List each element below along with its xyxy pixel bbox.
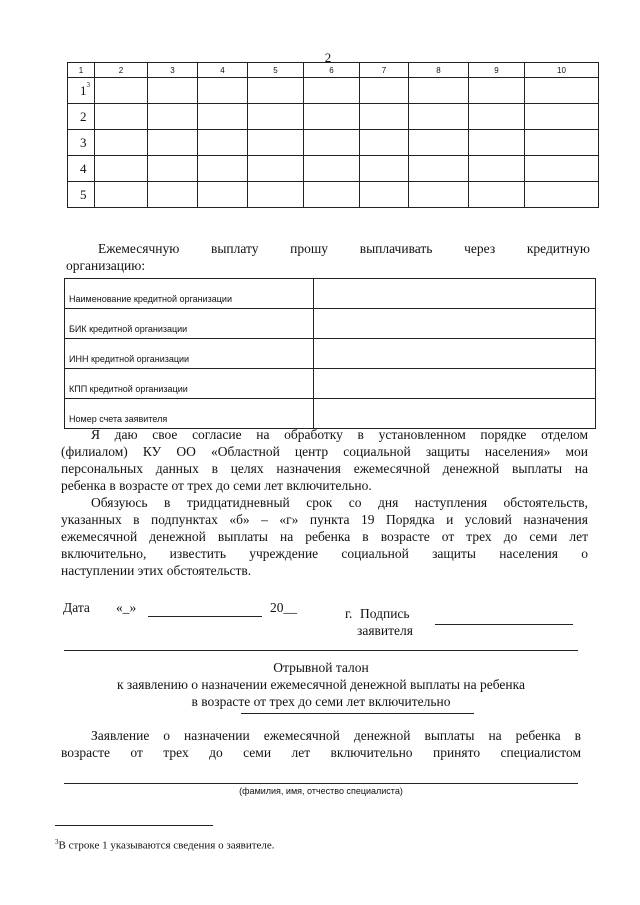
consent-line: Я даю свое согласие на обработку в установленном порядке отделом — [91, 427, 588, 442]
footnote — [55, 838, 275, 852]
obligation-line: наступлении этих обстоятельств. — [61, 563, 252, 578]
table-cell[interactable] — [95, 182, 148, 208]
column-header: 9 — [469, 63, 525, 78]
row-number: 5 — [68, 182, 95, 208]
column-header: 1 — [68, 63, 95, 78]
date-label: Дата — [63, 600, 90, 615]
table-row — [65, 369, 596, 399]
table-cell[interactable] — [248, 130, 304, 156]
table-cell[interactable] — [360, 78, 409, 104]
table-cell[interactable] — [148, 182, 198, 208]
table-cell[interactable] — [198, 104, 248, 130]
column-header: 5 — [248, 63, 304, 78]
table-cell[interactable] — [198, 78, 248, 104]
table-cell[interactable] — [304, 104, 360, 130]
column-header: 6 — [304, 63, 360, 78]
table-cell[interactable] — [409, 156, 469, 182]
specialist-name-line[interactable] — [64, 783, 578, 784]
table-cell[interactable] — [95, 156, 148, 182]
table-cell[interactable] — [469, 156, 525, 182]
subtitle-underline — [241, 713, 474, 714]
bank-row-label: ИНН кредитной организации — [65, 339, 314, 369]
footnote-text: В строке 1 указываются сведения о заявителе. — [58, 839, 275, 852]
bank-details-table — [64, 278, 596, 429]
bank-row-label: Наименование кредитной организации — [65, 279, 314, 309]
footnote-separator — [55, 825, 213, 826]
table-cell[interactable] — [469, 104, 525, 130]
payment-request-line: Ежемесячную выплату прошу выплачивать через кредитную — [98, 241, 590, 256]
signature-line[interactable] — [435, 624, 573, 625]
tear-off-subtitle: к заявлению о назначении ежемесячной денежной выплаты на ребенка — [116, 677, 525, 692]
cut-line — [64, 650, 578, 651]
table-cell[interactable] — [198, 182, 248, 208]
table-cell[interactable] — [360, 156, 409, 182]
table-cell[interactable] — [248, 182, 304, 208]
kpp-field[interactable] — [314, 369, 596, 399]
table-row — [68, 156, 599, 182]
table-cell[interactable] — [360, 104, 409, 130]
table-row — [65, 339, 596, 369]
column-header: 3 — [148, 63, 198, 78]
table-header-row — [68, 63, 599, 78]
page-number: 2 — [324, 50, 332, 65]
specialist-caption: (фамилия, имя, отчество специалиста) — [239, 786, 403, 796]
day-blank: «_» — [116, 600, 137, 615]
table-cell[interactable] — [95, 78, 148, 104]
table-cell[interactable] — [469, 78, 525, 104]
tear-off-body-line: возрасте от трех до семи лет включительно принято специалистом — [61, 745, 581, 760]
obligation-line: указанных в подпунктах «б» – «г» пункта 19 Порядка и условий назначения — [61, 512, 588, 527]
table-cell[interactable] — [148, 130, 198, 156]
account-number-field[interactable] — [314, 399, 596, 429]
table-cell[interactable] — [148, 78, 198, 104]
table-cell[interactable] — [248, 156, 304, 182]
applicant-label: заявителя — [357, 623, 413, 638]
table-cell[interactable] — [304, 78, 360, 104]
table-row — [68, 130, 599, 156]
row-number: 2 — [68, 104, 95, 130]
table-cell[interactable] — [525, 182, 599, 208]
table-cell[interactable] — [525, 156, 599, 182]
tear-off-body-line: Заявление о назначении ежемесячной денежной выплаты на ребенка в — [91, 728, 581, 743]
consent-line: (филиалом) КУ ОО «Областной центр социальной защиты населения» мои — [61, 444, 588, 459]
column-header: 10 — [525, 63, 599, 78]
bik-field[interactable] — [314, 309, 596, 339]
table-cell[interactable] — [95, 104, 148, 130]
table-cell[interactable] — [304, 130, 360, 156]
tear-off-title: Отрывной талон — [273, 660, 369, 675]
bank-row-label: КПП кредитной организации — [65, 369, 314, 399]
year-prefix: 20__ — [270, 600, 297, 615]
tear-off-subtitle: в возрасте от трех до семи лет включительно — [191, 694, 451, 709]
table-row — [65, 309, 596, 339]
table-cell[interactable] — [148, 156, 198, 182]
table-row — [65, 399, 596, 429]
bank-row-label: БИК кредитной организации — [65, 309, 314, 339]
table-cell[interactable] — [525, 104, 599, 130]
payment-request-line: организацию: — [66, 258, 146, 273]
table-cell[interactable] — [248, 78, 304, 104]
table-cell[interactable] — [198, 130, 248, 156]
table-row — [68, 78, 599, 104]
obligation-line: включительно, известить учреждение социальной защиты населения о — [61, 546, 588, 561]
bank-name-field[interactable] — [314, 279, 596, 309]
table-cell[interactable] — [148, 104, 198, 130]
inn-field[interactable] — [314, 339, 596, 369]
consent-line: персональных данных в целях назначения ежемесячной денежной выплаты на — [61, 461, 588, 476]
applicant-family-table — [67, 62, 599, 208]
table-cell[interactable] — [409, 78, 469, 104]
table-cell[interactable] — [360, 130, 409, 156]
table-cell[interactable] — [409, 130, 469, 156]
table-cell[interactable] — [469, 182, 525, 208]
column-header: 4 — [198, 63, 248, 78]
table-row — [68, 182, 599, 208]
row-number: $1^3$ — [68, 78, 95, 104]
table-row — [65, 279, 596, 309]
table-cell[interactable] — [469, 130, 525, 156]
column-header: 2 — [95, 63, 148, 78]
footnote-mark: 3 — [55, 838, 59, 846]
table-cell[interactable] — [198, 156, 248, 182]
bank-row-label: Номер счета заявителя — [65, 399, 314, 429]
table-cell[interactable] — [409, 182, 469, 208]
table-cell[interactable] — [304, 156, 360, 182]
obligation-line: ежемесячной денежной выплаты на ребенка в возрасте от трех до семи лет — [61, 529, 588, 544]
footnote-ref: 3 — [86, 80, 90, 89]
table-row — [68, 104, 599, 130]
table-cell[interactable] — [409, 104, 469, 130]
consent-line: ребенка в возрасте от трех до семи лет включительно. — [61, 478, 372, 493]
year-suffix: г. — [345, 606, 353, 621]
row-number: 4 — [68, 156, 95, 182]
table-cell[interactable] — [525, 78, 599, 104]
row-number: 3 — [68, 130, 95, 156]
table-cell[interactable] — [304, 182, 360, 208]
table-cell[interactable] — [248, 104, 304, 130]
table-cell[interactable] — [525, 130, 599, 156]
signature-label: Подпись — [360, 606, 410, 621]
column-header: 7 — [360, 63, 409, 78]
table-cell[interactable] — [360, 182, 409, 208]
column-header: 8 — [409, 63, 469, 78]
table-cell[interactable] — [95, 130, 148, 156]
obligation-line: Обязуюсь в тридцатидневный срок со дня наступления обстоятельств, — [91, 495, 588, 510]
month-line[interactable] — [148, 616, 262, 617]
